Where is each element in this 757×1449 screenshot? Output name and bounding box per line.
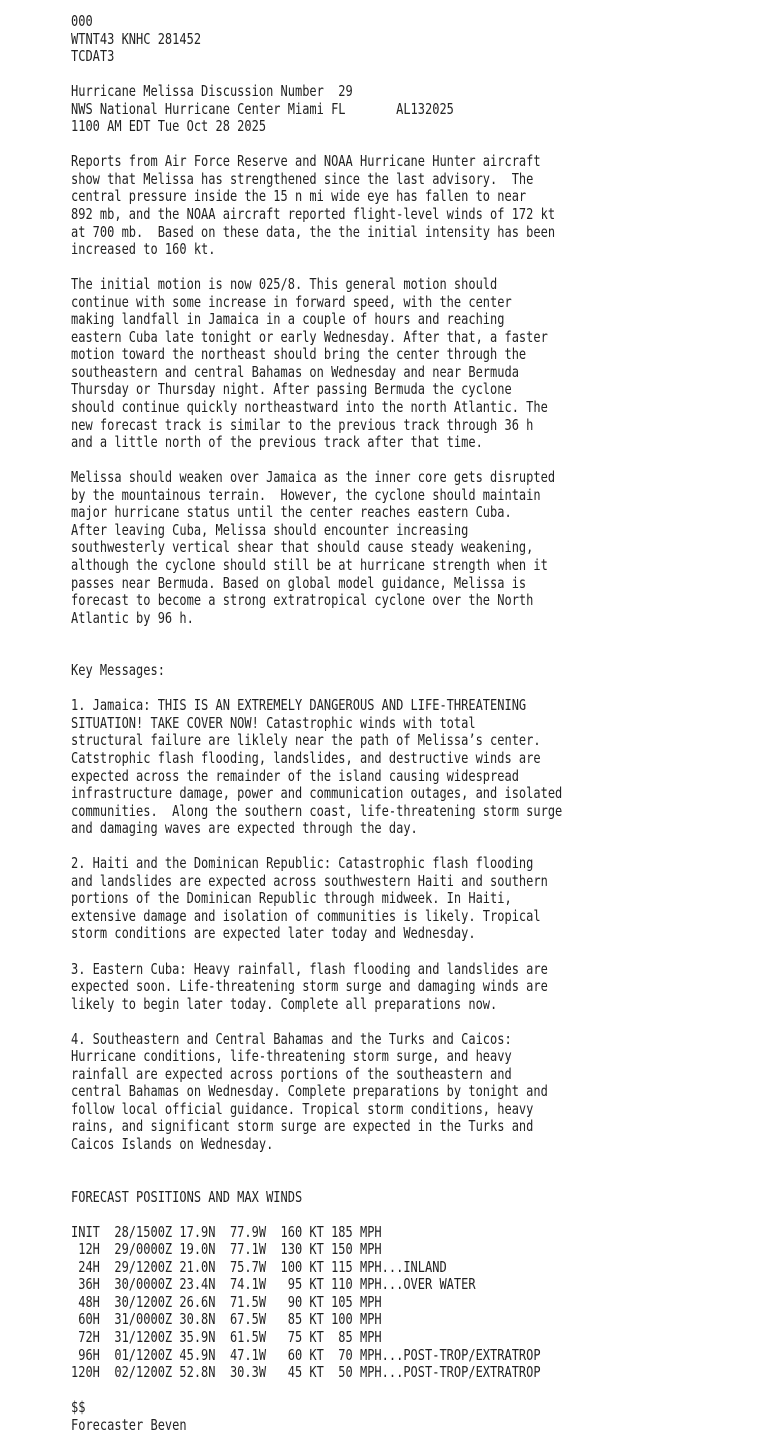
text-line: Thursday or Thursday night. After passing Bermuda the cyclone [71,380,512,399]
text-line: by the mountainous terrain. However, the cyclone should maintain [71,485,541,504]
text-line: WTNT43 KNHC 281452 [71,29,202,48]
text-line: 1100 AM EDT Tue Oct 28 2025 [71,117,267,136]
blank-line [71,627,562,645]
text-line: Melissa should weaken over Jamaica as the inner core gets disrupted [71,468,556,487]
text-line: expected across the remainder of the island causing widespread [71,766,519,785]
key-messages-heading: Key Messages: [71,661,165,680]
text-line: Reports from Air Force Reserve and NOAA Hurricane Hunter aircraft [71,152,541,171]
text-line: 24H 29/1200Z 21.0N 75.7W 100 KT 115 MPH...INLAND [71,1257,447,1276]
text-line: 000 [71,12,93,30]
text-line: Atlantic by 96 h. [71,608,194,627]
text-line: and landslides are expected across southwestern Haiti and southern [71,871,548,890]
blank-line [71,943,562,961]
text-line: portions of the Dominican Republic through midweek. In Haiti, [71,889,512,908]
text-line: 3. Eastern Cuba: Heavy rainfall, flash flooding and landslides are [71,959,548,978]
text-line: rains, and significant storm surge are expected in the Turks and [71,1117,534,1136]
text-line: 96H 01/1200Z 45.9N 47.1W 60 KT 70 MPH...POST-TROP/EXTRATROP [71,1345,541,1364]
text-line: and a little north of the previous track after that time. [71,433,483,452]
text-line: 1. Jamaica: THIS IS AN EXTREMELY DANGEROUS AND LIFE-THREATENING [71,696,527,715]
blank-line [71,1206,562,1224]
text-line: 2. Haiti and the Dominican Republic: Catastrophic flash flooding [71,854,534,873]
forecast-table-heading: FORECAST POSITIONS AND MAX WINDS [71,1187,303,1206]
product-title: Hurricane Melissa Discussion Number 29 [71,82,353,101]
blank-line [71,680,562,698]
text-line: forecast to become a strong extratropical cyclone over the North [71,591,534,610]
text-line: NWS National Hurricane Center Miami FL AL132025 [71,99,454,118]
text-line: 60H 31/0000Z 30.8N 67.5W 85 KT 100 MPH [71,1310,382,1329]
text-line: 36H 30/0000Z 23.4N 74.1W 95 KT 110 MPH...OVER WATER [71,1275,476,1294]
text-line: passes near Bermuda. Based on global model guidance, Melissa is [71,573,527,592]
text-line: 120H 02/1200Z 52.8N 30.3W 45 KT 50 MPH...POST-TROP/EXTRATROP [71,1363,541,1382]
text-line: structural failure are liklely near the path of Melissa’s center. [71,731,541,750]
blank-line [71,136,562,154]
text-line: extensive damage and isolation of communities is likely. Tropical [71,906,541,925]
text-line: Hurricane conditions, life-threatening storm surge, and heavy [71,1047,512,1066]
blank-line [71,1382,562,1400]
blank-line [71,838,562,856]
text-line: Catstrophic flash flooding, landslides, and destructive winds are [71,748,541,767]
blank-line [71,1171,562,1189]
text-line: major hurricane status until the center reaches eastern Cuba. [71,503,512,522]
text-line: communities. Along the southern coast, life-threatening storm surge [71,801,563,820]
discussion-text [71,13,562,1434]
text-line: southeastern and central Bahamas on Wednesday and near Bermuda [71,362,519,381]
text-line: eastern Cuba late tonight or early Wednesday. After that, a faster [71,327,548,346]
blank-line [71,66,562,84]
text-line: follow local official guidance. Tropical storm conditions, heavy [71,1099,534,1118]
text-line: and damaging waves are expected through the day. [71,819,418,838]
text-line: infrastructure damage, power and communication outages, and isolated [71,784,563,803]
text-line: central pressure inside the 15 n mi wide eye has fallen to near [71,187,527,206]
text-line: 12H 29/0000Z 19.0N 77.1W 130 KT 150 MPH [71,1240,382,1259]
text-line: SITUATION! TAKE COVER NOW! Catastrophic winds with total [71,713,476,732]
text-line: although the cyclone should still be at hurricane strength when it [71,555,548,574]
text-line: 48H 30/1200Z 26.6N 71.5W 90 KT 105 MPH [71,1292,382,1311]
text-line: continue with some increase in forward speed, with the center [71,292,512,311]
text-line: $$ [71,1398,86,1417]
text-line: expected soon. Life-threatening storm surge and damaging winds are [71,977,548,996]
text-line: likely to begin later today. Complete all preparations now. [71,994,498,1013]
text-line: The initial motion is now 025/8. This general motion should [71,275,498,294]
forecaster-signature: Forecaster Beven [71,1415,187,1434]
text-line: new forecast track is similar to the previous track through 36 h [71,415,534,434]
blank-line [71,645,562,663]
text-line: INIT 28/1500Z 17.9N 77.9W 160 KT 185 MPH [71,1222,382,1241]
text-line: should continue quickly northeastward into the north Atlantic. The [71,398,548,417]
text-line: 4. Southeastern and Central Bahamas and the Turks and Caicos: [71,1029,512,1048]
text-line: southwesterly vertical shear that should cause steady weakening, [71,538,534,557]
blank-line [71,259,562,277]
text-line: storm conditions are expected later today and Wednesday. [71,924,476,943]
text-line: After leaving Cuba, Melissa should encounter increasing [71,520,469,539]
text-line: show that Melissa has strengthened since the last advisory. The [71,169,534,188]
blank-line [71,452,562,470]
text-line: motion toward the northeast should bring the center through the [71,345,527,364]
blank-line [71,1154,562,1172]
text-line: rainfall are expected across portions of the southeastern and [71,1064,512,1083]
text-line: 72H 31/1200Z 35.9N 61.5W 75 KT 85 MPH [71,1328,382,1347]
text-line: TCDAT3 [71,47,115,66]
text-line: at 700 mb. Based on these data, the the initial intensity has been [71,222,556,241]
blank-line [71,1013,562,1031]
text-line: central Bahamas on Wednesday. Complete preparations by tonight and [71,1082,548,1101]
text-line: Caicos Islands on Wednesday. [71,1135,274,1153]
text-line: increased to 160 kt. [71,240,216,259]
text-line: making landfall in Jamaica in a couple of hours and reaching [71,310,505,329]
text-line: 892 mb, and the NOAA aircraft reported flight-level winds of 172 kt [71,205,556,224]
